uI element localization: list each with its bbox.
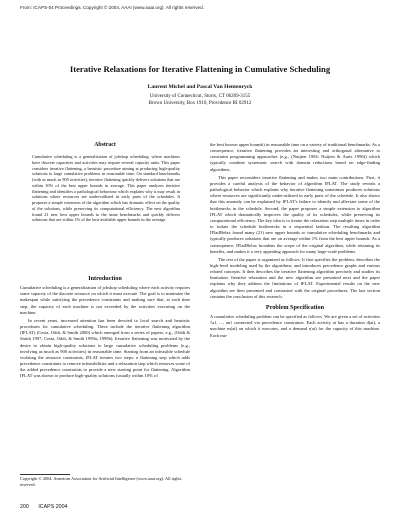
right-column (210, 142, 380, 339)
problem-specification-text: A cumulative scheduling problem can be specified as follows. We are given a set of activities {a1, ..., an} connected via precedence constraints. Each activity ai has a duration d(ai), a machine m(ai) on which it executes, and a demand r(ai) for the capacity of this machine. Each ma- (210, 314, 380, 338)
paper-authors: Laurent Michel and Pascal Van Hentenryck (147, 84, 253, 90)
right-paragraph: The rest of the paper is organized as follows. It first specifies the problem, describes the high-level modeling used by the algorithms, and introduces precedence graphs and various related concepts. It then describes the iterative flattening algorithm precisely and studies its limitation. Iterative relaxation and the new algorithm are presented next and the paper explains why they address the limitations of IFLAT. Experimental results on the new algorithm are then presented and contrasted with the original procedures. The last section contains the conclusion of this research. (210, 256, 380, 299)
affiliation-uconn: University of Connecticut, Storrs, CT 06269-3155 (149, 94, 251, 99)
page-number: 200 (20, 504, 29, 510)
intro-paragraph: Cumulative scheduling is a generalization of jobshop scheduling where each activity requires some capacity of the discrete resource on which it must execute. The goal is to minimize the makespan while satisfying the precedence constraints and making sure that, at each time step, the capacity of each machine is not exceeded by the activities executing on the machine. (20, 285, 190, 315)
right-paragraph: the best known upper bounds) in reasonable time on a variety of traditional benchmarks. As a consequence, iterative flattening provides an interesting and orthogonal alternative to constraint programming approaches (e.g., (Nuijten 1994; Nuijten & Aarts 1996)) which typically combine systematic search with domain reductions based on edge-finding algorithms. (210, 142, 380, 172)
intro-paragraph: In recent years, increased attention has been devoted to local search and heuristic procedures for cumulative scheduling. These include the iterative flattening algorithm (IFLAT) (Cesta, Oddi, & Smith 2000) which emerged from a series of papers, e.g., (Oddi & Smith 1997; Cesta, Oddi, & Smith 1999a; 1999b). Iterative flattening was motivated by the desire to obtain high-quality solutions to large cumulative scheduling problems (e.g., involving as much as 900 activities) in reasonable time. Starting from an infeasible schedule violating the resource constraints, IFLAT iterates two steps: a flattening step which adds precedence constraints to remove infeasibilities and a relaxation step which removes some of the added precedence constraints to provide a new starting point for flattening. Algorithm IFLAT was shown to produce high-quality solutions (usually within 10% of (20, 317, 190, 379)
introduction-heading: Introduction (88, 275, 122, 282)
venue-label: ICAPS 2004 (38, 504, 68, 510)
page-footer (20, 504, 75, 510)
introduction-section (20, 276, 190, 380)
abstract-heading-wrap (20, 142, 190, 148)
abstract-heading: Abstract (94, 142, 116, 148)
footnote-rule (20, 474, 70, 475)
right-paragraph: This paper reconsiders iterative flattening and makes two main contributions. First, it provides a careful analysis of the behavior of algorithm IFLAT. The study reveals a pathological behavior which explains why iterative flattening sometimes produces solutions where resources are significantly under-utilized in early parts of the schedule. It also shows that this anomaly can be explained by IFLAT's failure to identify and alleviate some of the bottlenecks in the schedule. Second, the paper proposes a simple extension to algorithm IFLAT which dramatically improves the quality of its schedules, while preserving its computational efficiency. The key idea is to iterate the relaxation step multiple times in order to isolate the schedule bottlenecks in a sequential fashion. The resulting algorithm IFlatIRelax found many (21) new upper bounds to cumulative scheduling benchmarks and typically produces solutions that are on average within 1% from the best upper bounds. As a consequence, IFlatIRelax broadens the scope of the original algorithm, while retaining its benefits, and makes it a very appealing approach for many large-scale problems. (210, 174, 380, 254)
affiliation-brown: Brown University, Box 1910, Providence RI 02912 (148, 100, 252, 106)
copyright-header: From: ICAPS-04 Proceedings. Copyright © 2004, AAAI (www.aaai.org). All rights reserved. (20, 5, 204, 10)
abstract-body (32, 154, 180, 223)
paper-title: Iterative Relaxations for Iterative Flattening in Cumulative Scheduling (69, 64, 331, 74)
copyright-footnote: Copyright © 2004, American Association for Artificial Intelligence (www.aaai.org). All rights reserved. (20, 476, 182, 487)
abstract-text: Cumulative scheduling is a generalization of jobshop scheduling, where machines have discrete capacities and activities may require several capacity units. This paper considers iterative flattening, a heuristic procedure aiming at producing high-quality solutions to large cumulative problems in reasonable time. On standard benchmarks (with as much as 900 activities), iterative flattening quickly delivers solutions that are within 10% of the best upper bounds in average. This paper analyzes iterative flattening and identifies a pathological behaviour which explains why it may result in solutions where resources are under-utilized in early parts of the schedules. It proposes a simple extension of the algorithm which has dramatic effect on the quality of the solutions, while preserving its computational efficiency. The new algorithm found 21 new best upper bounds to the same benchmarks and quickly delivers solutions that are within 1% of the best available upper bounds in the average. (32, 154, 180, 223)
problem-specification-heading: Problem Specification (265, 303, 325, 311)
